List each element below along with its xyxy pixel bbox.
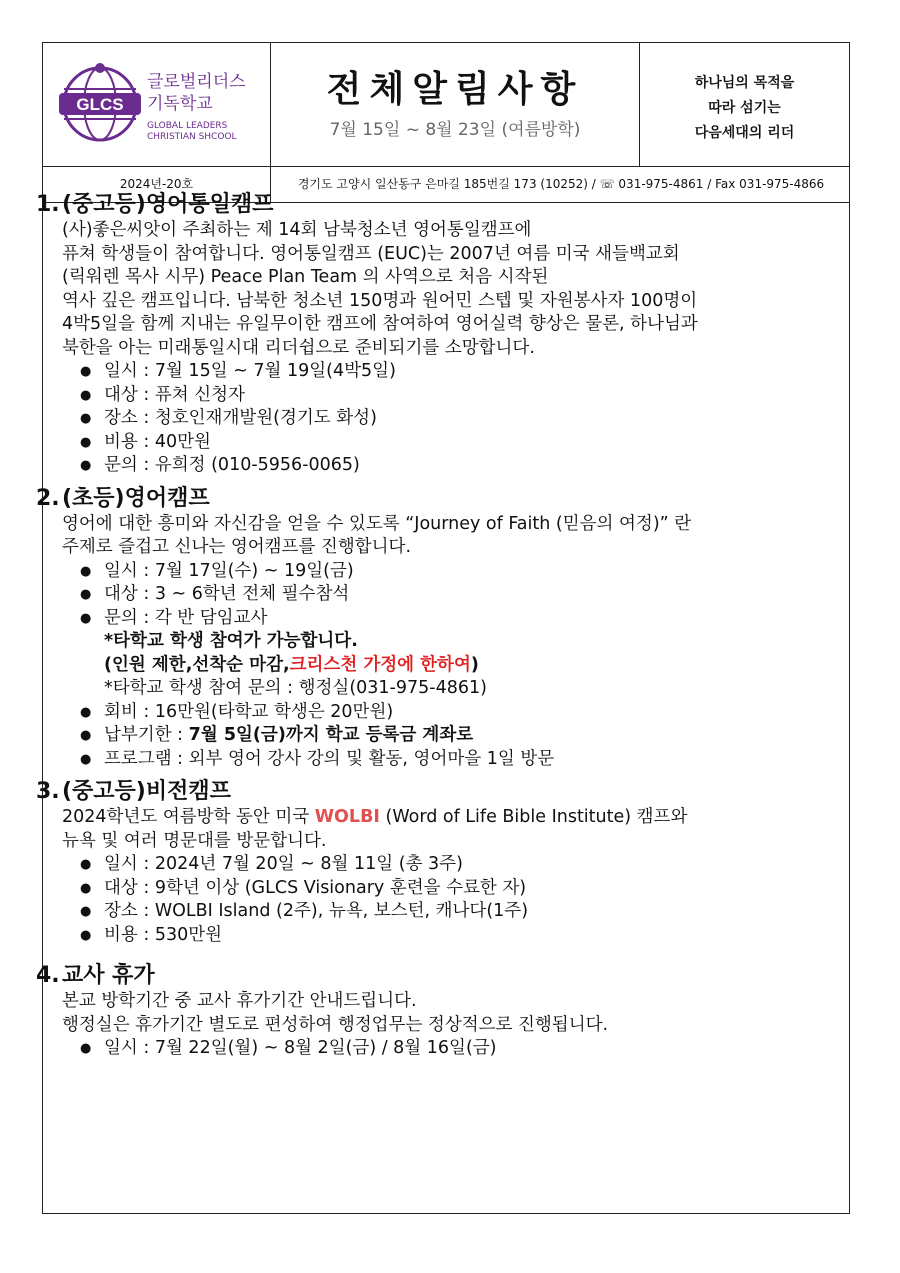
section-title-text: (중고등)영어통일캠프 [62,192,274,217]
list-item: ● 비용 : 40만원 [104,431,796,455]
list-item: ● 회비 : 16만원(타학교 학생은 20만원) [104,701,796,725]
motto-line: 하나님의 목적을 [694,75,795,91]
list-item: ● 문의 : 각 반 담임교사 [104,607,796,631]
list-item: ● 일시 : 7월 15일 ~ 7월 19일(4박5일) [104,360,796,384]
paragraph-line: 역사 깊은 캠프입니다. 남북한 청소년 150명과 원어민 스텝 및 자원봉사자 100명이 [62,290,698,311]
page-title: 전체알림사항 [326,69,584,110]
note-text: ) [470,654,479,675]
school-name-en-line2: CHRISTIAN SHCOOL [147,132,237,142]
highlight-text: 크리스천 가정에 한하여 [289,654,471,675]
paragraph-line: 영어에 대한 흥미와 자신감을 얻을 수 있도록 “Journey of Faith (믿음의 여정)” 란 [62,513,692,534]
list-item: ● 대상 : 3 ~ 6학년 전체 필수참석 [104,583,796,607]
motto-line: 다음세대의 리더 [694,125,795,141]
paragraph-line: 주제로 즐겁고 신나는 영어캠프를 진행합니다. [62,537,412,557]
note-text: (인원 제한,선착순 마감, [104,654,290,675]
section-title [36,484,796,513]
list-item: ● 장소 : WOLBI Island (2주), 뉴욕, 보스턴, 캐나다(1주) [104,900,796,924]
note-line [104,654,796,678]
paragraph-line: 4박5일을 함께 지내는 유일무이한 캠프에 참여하여 영어실력 향상은 물론, 하나님과 [62,314,698,334]
section-title [36,961,796,990]
school-name-en-line1: GLOBAL LEADERS [147,121,228,131]
school-logo [43,43,271,166]
paragraph-line: 퓨쳐 학생들이 참여합니다. 영어통일캠프 (EUC)는 2007년 여름 미국 새들백교회 [62,243,680,264]
paragraph-line: (릭워렌 목사 시무) Peace Plan Team 의 사역으로 처음 시작된 [62,267,549,287]
section-number: 1. [36,192,60,217]
section-title-text: 교사 휴가 [62,963,155,988]
svg-text:GLCS: GLCS [76,95,124,114]
paragraph-line: 행정실은 휴가기간 별도로 편성하여 행정업무는 정상적으로 진행됩니다. [62,1014,609,1035]
section-description [62,806,796,853]
notice-content [36,190,796,1067]
detail-list [36,360,796,478]
outside-student-notes [104,630,796,701]
motto-line: 따라 섬기는 [708,100,781,116]
list-item: ● 일시 : 7월 17일(수) ~ 19일(금) [104,560,796,584]
school-emblem-icon [57,59,143,145]
list-item: ● 문의 : 유희정 (010-5956-0065) [104,454,796,478]
section-description [62,513,796,560]
note-line: *타학교 학생 참여 문의 : 행정실(031-975-4861) [104,678,487,698]
item-value: 7월 5일(금)까지 학교 등록금 계좌로 [188,725,474,745]
section-title [36,777,796,806]
section-title-text: (중고등)비전캠프 [62,779,231,804]
wolbi-highlight: WOLBI [314,807,380,827]
page-subtitle: 7월 15일 ~ 8월 23일 (여름방학) [329,120,581,140]
title-block [271,43,640,166]
school-name-korean [147,71,246,115]
section-elementary-english-camp [36,484,796,772]
list-item: ● 장소 : 청호인재개발원(경기도 화성) [104,407,796,431]
section-description [62,219,796,360]
paragraph-line: 뉴욕 및 여러 명문대를 방문합니다. [62,830,327,851]
section-description [62,990,796,1037]
list-item [104,724,796,748]
list-item: ● 대상 : 9학년 이상 (GLCS Visionary 훈련을 수료한 자) [104,877,796,901]
section-teacher-vacation [36,961,796,1061]
list-item: ● 일시 : 2024년 7월 20일 ~ 8월 11일 (총 3주) [104,853,796,877]
section-vision-camp [36,777,796,947]
issue-number: 2024년-20호 [43,167,271,202]
list-item: ● 일시 : 7월 22일(월) ~ 8월 2일(금) / 8월 16일(금) [104,1037,796,1061]
section-number: 2. [36,485,60,511]
paragraph-text: 2024학년도 여름방학 동안 미국 [62,807,315,827]
paragraph-line: (사)좋은씨앗이 주최하는 제 14회 남북청소년 영어통일캠프에 [62,220,532,240]
detail-list [36,701,796,772]
paragraph-line: 북한을 아는 미래통일시대 리더쉽으로 준비되기를 소망합니다. [62,337,535,358]
item-label: 납부기한 : [104,725,189,745]
list-item: ● 대상 : 퓨쳐 신청자 [104,384,796,408]
section-title-text: (초등)영어캠프 [62,485,210,511]
section-number: 3. [36,779,60,804]
paragraph-text: (Word of Life Bible Institute) 캠프와 [379,807,688,827]
detail-list [36,853,796,947]
school-name-english [147,121,237,143]
school-address: 경기도 고양시 일산동구 은마길 185번길 173 (10252) / ☏ 031-975-4861 / Fax 031-975-4866 [297,177,825,191]
paragraph-line: 본교 방학기간 중 교사 휴가기간 안내드립니다. [62,991,417,1011]
list-item: ● 프로그램 : 외부 영어 강사 강의 및 활동, 영어마을 1일 방문 [104,748,796,772]
section-english-unification-camp [36,190,796,478]
section-number: 4. [36,963,60,988]
detail-list [36,560,796,631]
list-item: ● 비용 : 530만원 [104,924,796,948]
detail-list [36,1037,796,1061]
note-line: *타학교 학생 참여가 가능합니다. [104,631,358,651]
section-title [36,190,796,219]
newsletter-header [43,43,849,167]
school-name-kr-line2: 기독학교 [147,94,213,114]
paragraph-line [62,806,796,830]
school-name-kr-line1: 글로벌리더스 [147,72,246,92]
school-motto [640,43,849,166]
